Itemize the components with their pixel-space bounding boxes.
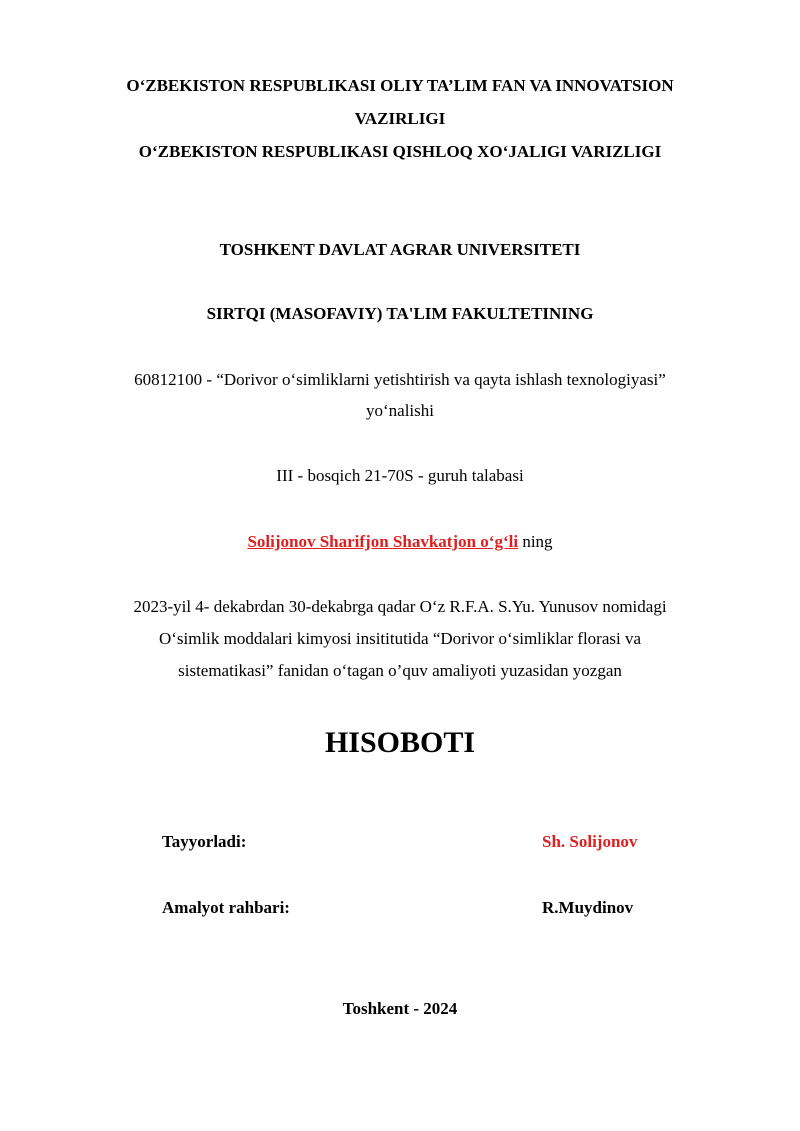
student-name: Solijonov Sharifjon Shavkatjon o‘g‘li: [247, 532, 519, 551]
direction-line-1: 60812100 - “Dorivor o‘simliklarni yetishtirish va qayta ishlash texnologiyasi”: [134, 370, 666, 389]
description-line-1: 2023-yil 4- dekabrdan 30-dekabrga qadar O‘z R.F.A. S.Yu. Yunusov nomidagi: [133, 597, 667, 616]
ministry-2: O‘ZBEKISTON RESPUBLIKASI QISHLOQ XO‘JALIGI VARIZLIGI: [138, 142, 662, 161]
student-suffix: ning: [518, 532, 553, 551]
student-line: [0, 532, 800, 552]
report-title: HISOBOTI: [324, 726, 476, 759]
prepared-name: Sh. Solijonov: [542, 832, 638, 851]
description-line-2: O‘simlik moddalari kimyosi insititutida “Dorivor o‘simliklar florasi va: [158, 629, 642, 648]
description-line-3: sistematikasi” fanidan o‘tagan o’quv amaliyoti yuzasidan yozgan: [178, 661, 622, 680]
ministry-line-1: O‘ZBEKISTON RESPUBLIKASI OLIY TA’LIM FAN VA INNOVATSION: [126, 76, 674, 95]
faculty-name: SIRTQI (MASOFAVIY) TA'LIM FAKULTETINING: [206, 304, 594, 323]
prepared-label: Tayyorladi:: [162, 832, 247, 851]
group-info: III - bosqich 21-70S - guruh talabasi: [276, 466, 524, 485]
footer-city-year: Toshkent - 2024: [342, 999, 458, 1018]
direction-line-2: yo‘nalishi: [366, 401, 434, 420]
university-name: TOSHKENT DAVLAT AGRAR UNIVERSITETI: [219, 240, 581, 259]
supervisor-name: R.Muydinov: [542, 898, 634, 917]
ministry-line-2: VAZIRLIGI: [354, 109, 446, 128]
supervisor-label: Amalyot rahbari:: [162, 898, 290, 917]
